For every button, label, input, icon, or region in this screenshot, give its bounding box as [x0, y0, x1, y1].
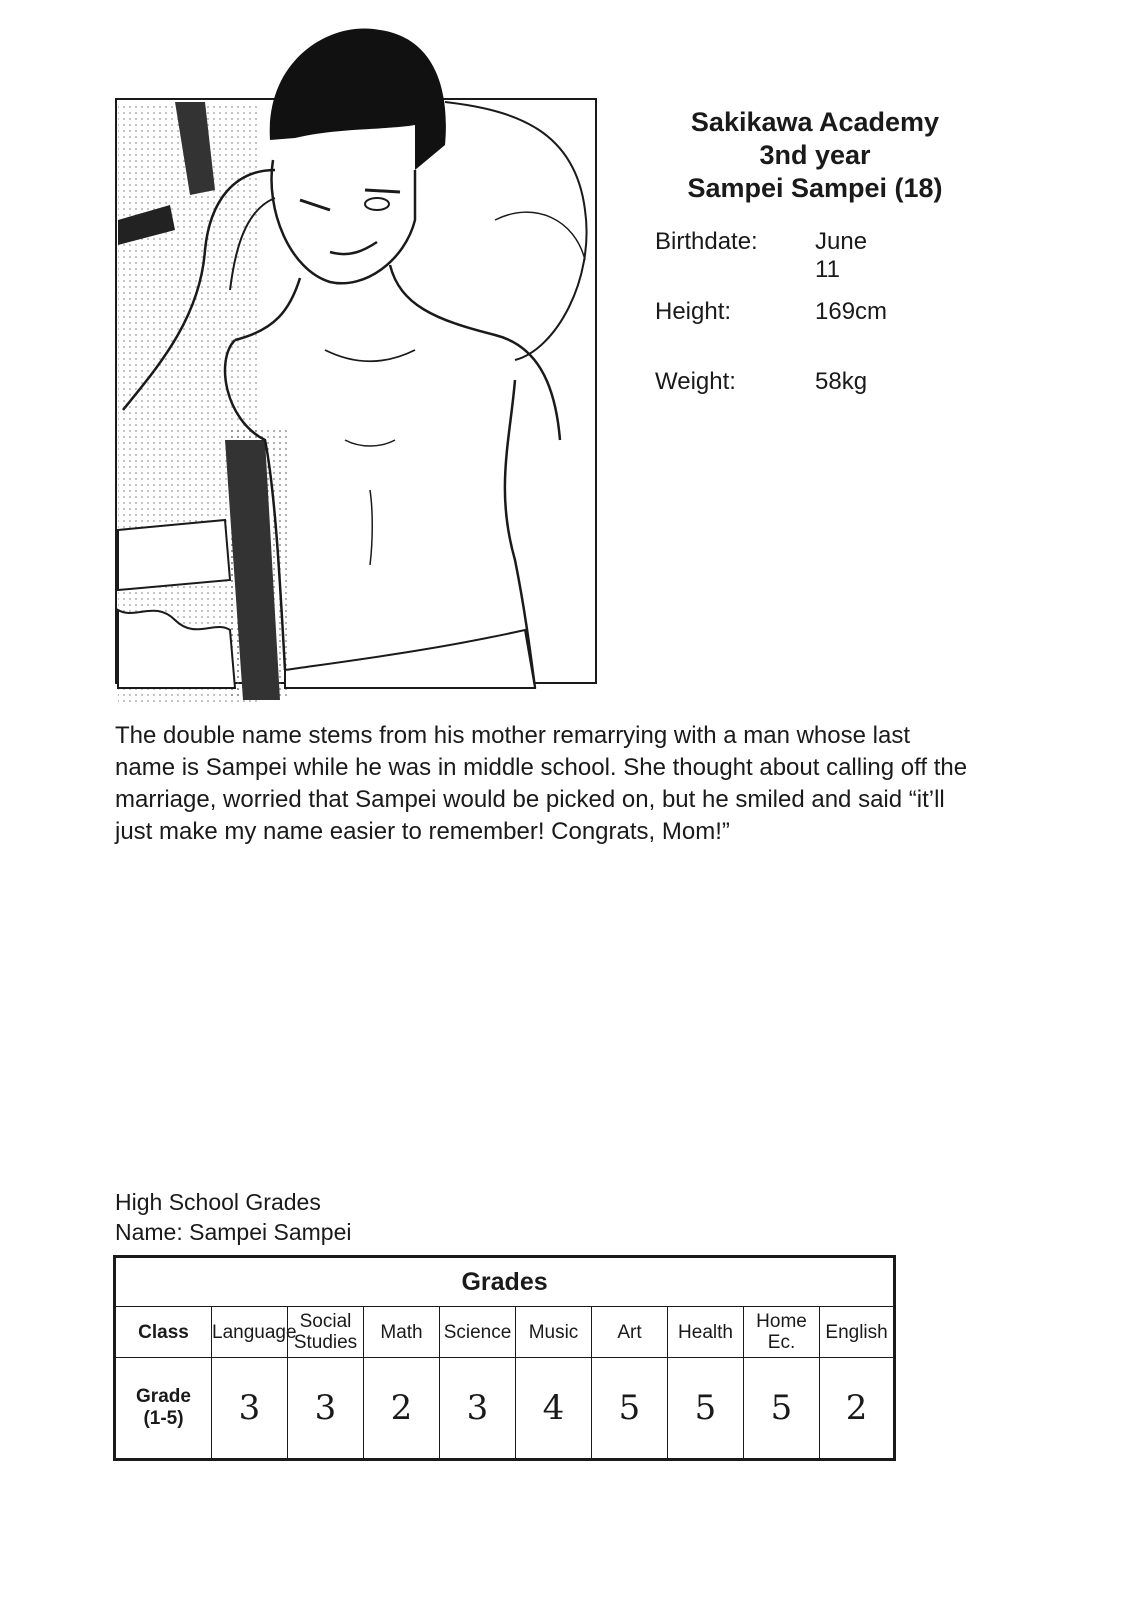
grade-value: 5 — [744, 1358, 820, 1460]
grade-value: 2 — [820, 1358, 895, 1460]
stat-value: 58kg — [815, 368, 868, 395]
grade-value: 3 — [212, 1358, 288, 1460]
subject-cell: Health — [668, 1307, 744, 1358]
grades-table-title: Grades — [115, 1257, 895, 1307]
grade-row — [115, 1358, 895, 1460]
grade-value: 3 — [440, 1358, 516, 1460]
school-year: 3nd year — [759, 140, 871, 170]
school-name: Sakikawa Academy — [690, 107, 940, 137]
biography-text: The double name stems from his mother remarrying with a man whose last name is Sampei while he was in middle school. She thought about calling off the marriage, worried that Sampei would be picked on, but he smiled and said “it’ll just make my name easier to remember! Congrats, Mom!” — [115, 722, 968, 845]
subject-header-row — [115, 1307, 895, 1358]
stat-label: Height: — [655, 298, 732, 325]
subject-cell: Music — [516, 1307, 592, 1358]
grade-value: 5 — [668, 1358, 744, 1460]
grades-caption-name: Name: Sampei Sampei — [115, 1219, 352, 1245]
class-label: Class — [115, 1307, 212, 1358]
subject-cell: Science — [440, 1307, 516, 1358]
grades-caption-title: High School Grades — [115, 1189, 321, 1215]
subject-cell: Math — [364, 1307, 440, 1358]
stat-label: Birthdate: — [655, 228, 758, 255]
grade-value: 4 — [516, 1358, 592, 1460]
grade-value: 2 — [364, 1358, 440, 1460]
subject-cell: English — [820, 1307, 895, 1358]
subject-cell: Art — [592, 1307, 668, 1358]
character-name: Sampei Sampei (18) — [687, 173, 943, 203]
character-illustration — [115, 98, 597, 684]
character-drawing — [115, 20, 602, 689]
stat-value: 169cm — [815, 298, 888, 325]
profile-header — [655, 106, 975, 205]
grade-label: Grade (1-5) — [115, 1358, 212, 1460]
grades-caption — [115, 1187, 352, 1247]
subject-cell: Home Ec. — [744, 1307, 820, 1358]
grades-table — [113, 1255, 896, 1461]
stat-label: Weight: — [655, 368, 736, 395]
subject-cell: Language — [212, 1307, 288, 1358]
subject-cell: Social Studies — [288, 1307, 364, 1358]
grade-value: 5 — [592, 1358, 668, 1460]
grade-value: 3 — [288, 1358, 364, 1460]
stat-value: June 11 — [815, 228, 868, 283]
